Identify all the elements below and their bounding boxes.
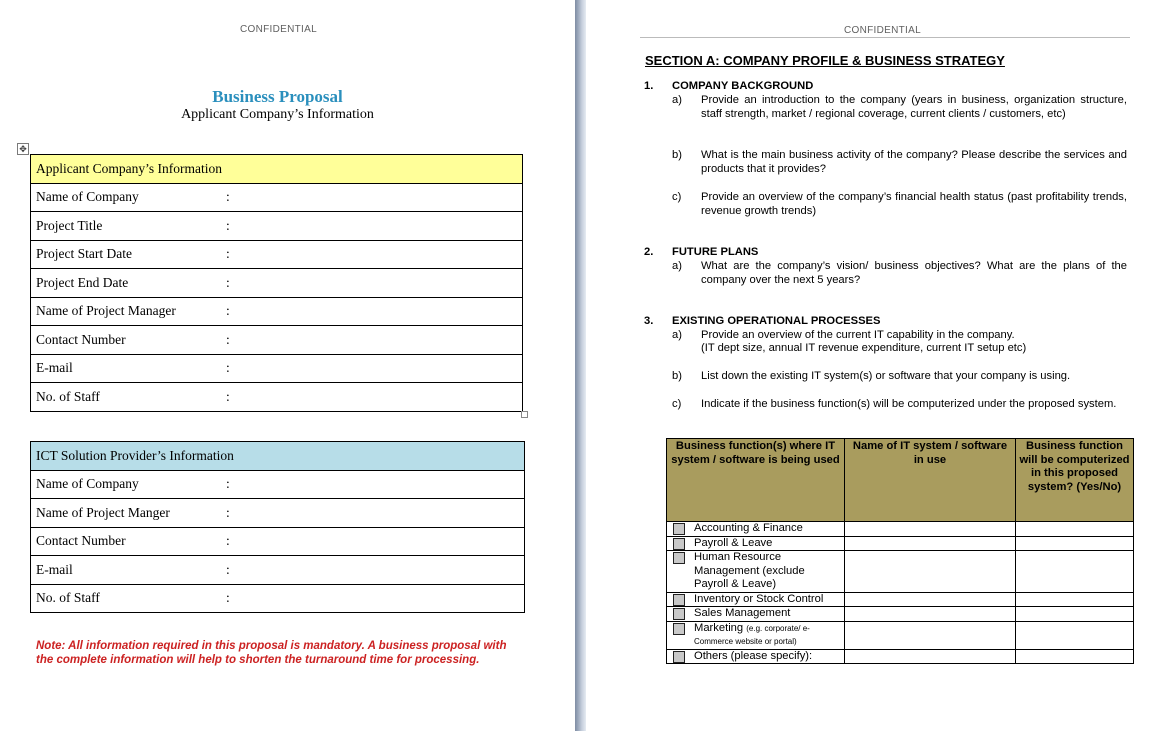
- page-divider: [575, 0, 586, 731]
- checkbox[interactable]: [673, 608, 685, 620]
- question-text: List down the existing IT system(s) or software that your company is using.: [701, 370, 1071, 382]
- field-separator: :: [226, 533, 230, 549]
- field-label: Project Title: [36, 217, 103, 233]
- field-separator: :: [226, 274, 230, 290]
- mandatory-note: Note: All information required in this proposal is mandatory. A business proposal with the complete information will help to shorten the turnaround time for processing.: [36, 640, 507, 666]
- sub-letter: a): [672, 329, 682, 341]
- table-row: [31, 354, 523, 383]
- yesno-cell[interactable]: [1016, 592, 1134, 607]
- table-move-handle-icon[interactable]: ✥: [17, 143, 29, 155]
- yesno-cell[interactable]: [1016, 551, 1134, 593]
- table-row: [31, 212, 523, 241]
- system-cell[interactable]: [845, 551, 1016, 593]
- applicant-table-header: Applicant Company’s Information: [31, 155, 523, 184]
- field-label: Name of Company: [36, 476, 139, 492]
- question-text: Provide an overview of the current IT capability in the company.: [701, 329, 1015, 341]
- ict-provider-table: [30, 441, 525, 613]
- field-label: Project End Date: [36, 274, 129, 290]
- table-row: [31, 470, 525, 499]
- header-rule: [640, 37, 1130, 38]
- checkbox[interactable]: [673, 523, 685, 535]
- field-label: Project Start Date: [36, 246, 132, 262]
- function-label: Accounting & Finance: [694, 522, 803, 534]
- question-text: (IT dept size, annual IT revenue expenditure, current IT setup etc): [701, 342, 1027, 354]
- item-title: COMPANY BACKGROUND: [672, 80, 814, 92]
- business-function-table: [666, 438, 1134, 664]
- field-label: No. of Staff: [36, 388, 100, 404]
- field-separator: :: [226, 590, 230, 606]
- right-page: [586, 0, 1162, 731]
- yesno-cell[interactable]: [1016, 607, 1134, 622]
- yesno-cell[interactable]: [1016, 522, 1134, 537]
- col-header-function: Business function(s) where IT system / software is being used: [667, 439, 845, 522]
- table-row: [31, 499, 525, 528]
- field-label: Contact Number: [36, 533, 126, 549]
- table-row: [31, 240, 523, 269]
- checkbox[interactable]: [673, 552, 685, 564]
- system-cell[interactable]: [845, 649, 1016, 664]
- table-row: [31, 527, 525, 556]
- system-cell[interactable]: [845, 592, 1016, 607]
- system-cell[interactable]: [845, 536, 1016, 551]
- table-row: [31, 297, 523, 326]
- applicant-info-table: [30, 154, 523, 412]
- system-cell[interactable]: [845, 607, 1016, 622]
- table-row: [667, 551, 1134, 593]
- item-number: 1.: [644, 80, 654, 92]
- question-text: Indicate if the business function(s) will be computerized under the proposed system.: [701, 398, 1117, 410]
- table-row: [31, 326, 523, 355]
- left-page: [0, 0, 575, 731]
- field-label: E-mail: [36, 561, 73, 577]
- table-row: [31, 556, 525, 585]
- field-separator: :: [226, 561, 230, 577]
- sub-letter: a): [672, 260, 682, 272]
- field-label: Name of Project Manger: [36, 504, 170, 520]
- table-row: [31, 183, 523, 212]
- confidential-header: CONFIDENTIAL: [844, 25, 921, 36]
- question-text: Provide an introduction to the company (years in business, organization structure, staff strength, market / regional coverage, current clients / customers, etc): [701, 94, 1127, 120]
- item-number: 3.: [644, 315, 654, 327]
- table-row: [667, 536, 1134, 551]
- table-row: [667, 649, 1134, 664]
- field-label: Contact Number: [36, 331, 126, 347]
- checkbox[interactable]: [673, 594, 685, 606]
- table-row: [31, 584, 525, 613]
- checkbox[interactable]: [673, 651, 685, 663]
- function-label: Inventory or Stock Control: [694, 592, 824, 605]
- field-separator: :: [226, 217, 230, 233]
- sub-letter: b): [672, 370, 682, 382]
- proposal-subtitle: Applicant Company’s Information: [181, 107, 374, 122]
- sub-letter: b): [672, 149, 682, 161]
- table-row: [31, 269, 523, 298]
- confidential-header: CONFIDENTIAL: [240, 24, 317, 35]
- sub-letter: c): [672, 398, 682, 410]
- field-separator: :: [226, 303, 230, 319]
- function-label: Others (please specify):: [694, 649, 813, 662]
- field-separator: :: [226, 504, 230, 520]
- function-label: Human Resource Management (exclude Payroll & Leave): [694, 551, 805, 590]
- yesno-cell[interactable]: [1016, 649, 1134, 664]
- system-cell[interactable]: [845, 621, 1016, 649]
- ict-table-header: ICT Solution Provider’s Information: [31, 442, 525, 471]
- col-header-computerized: Business function will be computerized in this proposed system? (Yes/No): [1016, 439, 1134, 522]
- proposal-title: Business Proposal: [212, 87, 343, 106]
- item-title: EXISTING OPERATIONAL PROCESSES: [672, 315, 881, 327]
- field-separator: :: [226, 360, 230, 376]
- table-resize-handle[interactable]: [521, 411, 528, 418]
- function-label: Marketing: [694, 621, 744, 634]
- field-separator: :: [226, 331, 230, 347]
- field-separator: :: [226, 388, 230, 404]
- table-row: [31, 383, 523, 412]
- checkbox[interactable]: [673, 623, 685, 635]
- col-header-system: Name of IT system / software in use: [845, 439, 1016, 522]
- table-row: [667, 621, 1134, 649]
- sub-letter: c): [672, 191, 682, 203]
- system-cell[interactable]: [845, 522, 1016, 537]
- checkbox[interactable]: [673, 538, 685, 550]
- question-text: Provide an overview of the company’s financial health status (past profitability trends, revenue growth trends): [701, 191, 1127, 217]
- field-separator: :: [226, 189, 230, 205]
- table-row: [667, 522, 1134, 537]
- field-separator: :: [226, 476, 230, 492]
- table-row: [667, 607, 1134, 622]
- field-label: Name of Project Manager: [36, 303, 176, 319]
- yesno-cell[interactable]: [1016, 621, 1134, 649]
- field-label: No. of Staff: [36, 590, 100, 606]
- function-hint: (e.g. corporate/ e-Commerce website or portal): [694, 623, 810, 646]
- function-label: Sales Management: [694, 607, 791, 619]
- question-text: What is the main business activity of the company? Please describe the services and products that it provides?: [701, 149, 1127, 175]
- field-separator: :: [226, 246, 230, 262]
- yesno-cell[interactable]: [1016, 536, 1134, 551]
- function-label: Payroll & Leave: [694, 536, 773, 549]
- sub-letter: a): [672, 94, 682, 106]
- section-title: SECTION A: COMPANY PROFILE & BUSINESS STRATEGY: [645, 53, 1005, 68]
- item-title: FUTURE PLANS: [672, 246, 759, 258]
- field-label: Name of Company: [36, 189, 139, 205]
- item-number: 2.: [644, 246, 654, 258]
- field-label: E-mail: [36, 360, 73, 376]
- table-row: [667, 592, 1134, 607]
- question-text: What are the company’s vision/ business objectives? What are the plans of the company over the next 5 years?: [701, 260, 1127, 286]
